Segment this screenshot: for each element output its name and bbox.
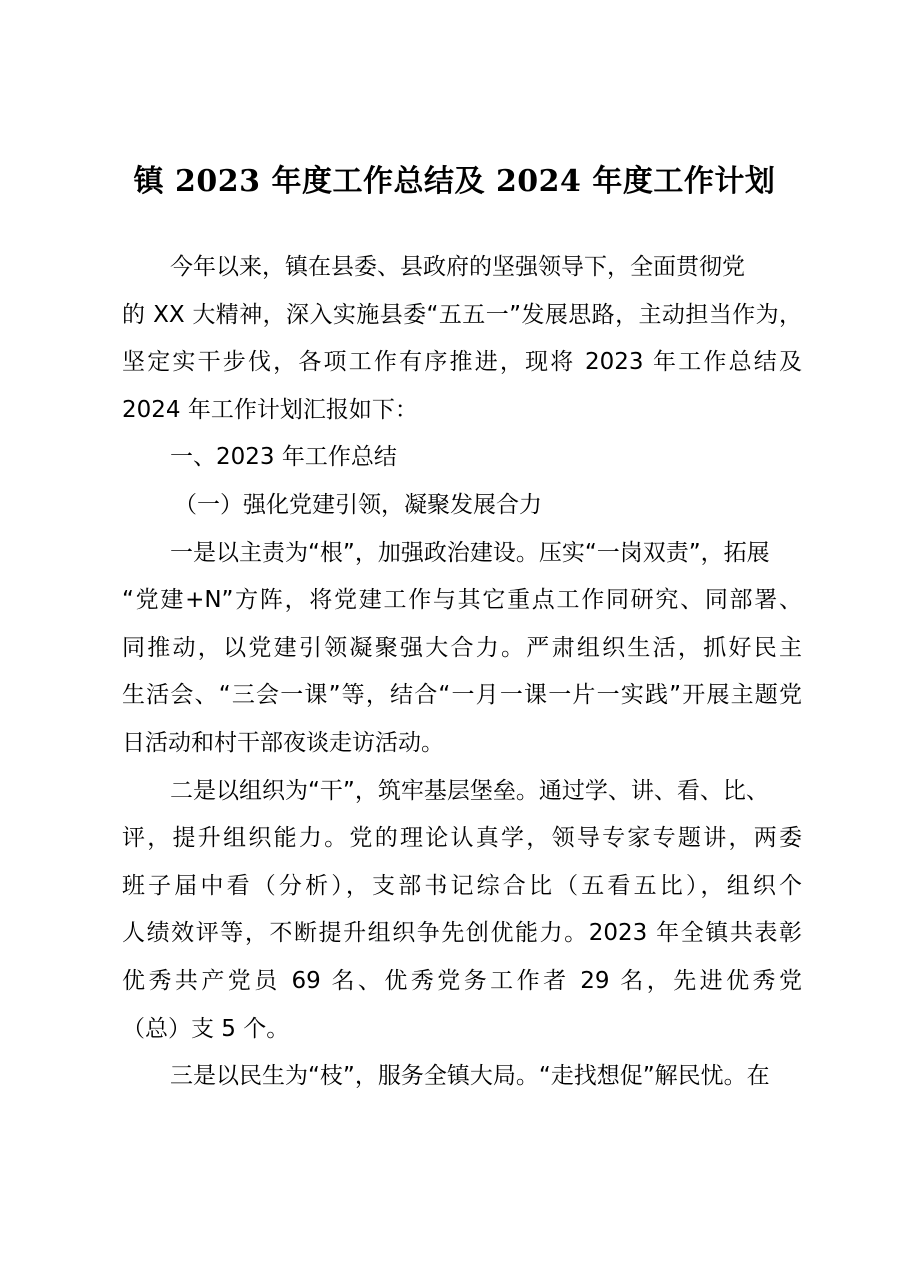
para1-line-4: 生活会、“三会一课”等，结合“一月一课一片一实践”开展主题党 (122, 682, 802, 709)
section-heading: 一、2023 年工作总结 (170, 444, 397, 471)
para2-line-1: 二是以组织为“干”，筑牢基层堡垒。通过学、讲、看、比、 (170, 777, 769, 804)
subsection-heading: （一）强化党建引领，凝聚发展合力 (174, 491, 542, 518)
para1-line-3: 同推动，以党建引领凝聚强大合力。严肃组织生活，抓好民主 (122, 634, 802, 661)
para1-line-1: 一是以主责为“根”，加强政治建设。压实“一岗双责”，拓展 (170, 539, 770, 566)
para2-line-6: （总）支 5 个。 (122, 1015, 290, 1042)
intro-line-4: 2024 年工作计划汇报如下： (122, 396, 418, 423)
para2-line-4: 人绩效评等，不断提升组织争先创优能力。2023 年全镇共表彰 (122, 920, 802, 947)
para2-line-2: 评，提升组织能力。党的理论认真学，领导专家专题讲，两委 (122, 825, 802, 852)
intro-line-2: 的 XX 大精神，深入实施县委“五五一”发展思路，主动担当作为， (122, 301, 802, 328)
para1-line-5: 日活动和村干部夜谈走访活动。 (122, 729, 444, 756)
para1-line-2: “党建+N”方阵，将党建工作与其它重点工作同研究、同部署、 (122, 587, 802, 614)
intro-line-3: 坚定实干步伐，各项工作有序推进，现将 2023 年工作总结及 (122, 349, 802, 376)
intro-line-1: 今年以来，镇在县委、县政府的坚强领导下，全面贯彻党 (170, 254, 745, 280)
document-title: 镇 2023 年度工作总结及 2024 年度工作计划 (133, 164, 776, 199)
para2-line-5: 优秀共产党员 69 名、优秀党务工作者 29 名，先进优秀党 (122, 967, 802, 994)
document-body (122, 244, 802, 1101)
para2-line-3: 班子届中看（分析），支部书记综合比（五看五比），组织个 (122, 872, 802, 899)
para3-line-1: 三是以民生为“枝”，服务全镇大局。“走找想促”解民忧。在 (170, 1063, 770, 1090)
